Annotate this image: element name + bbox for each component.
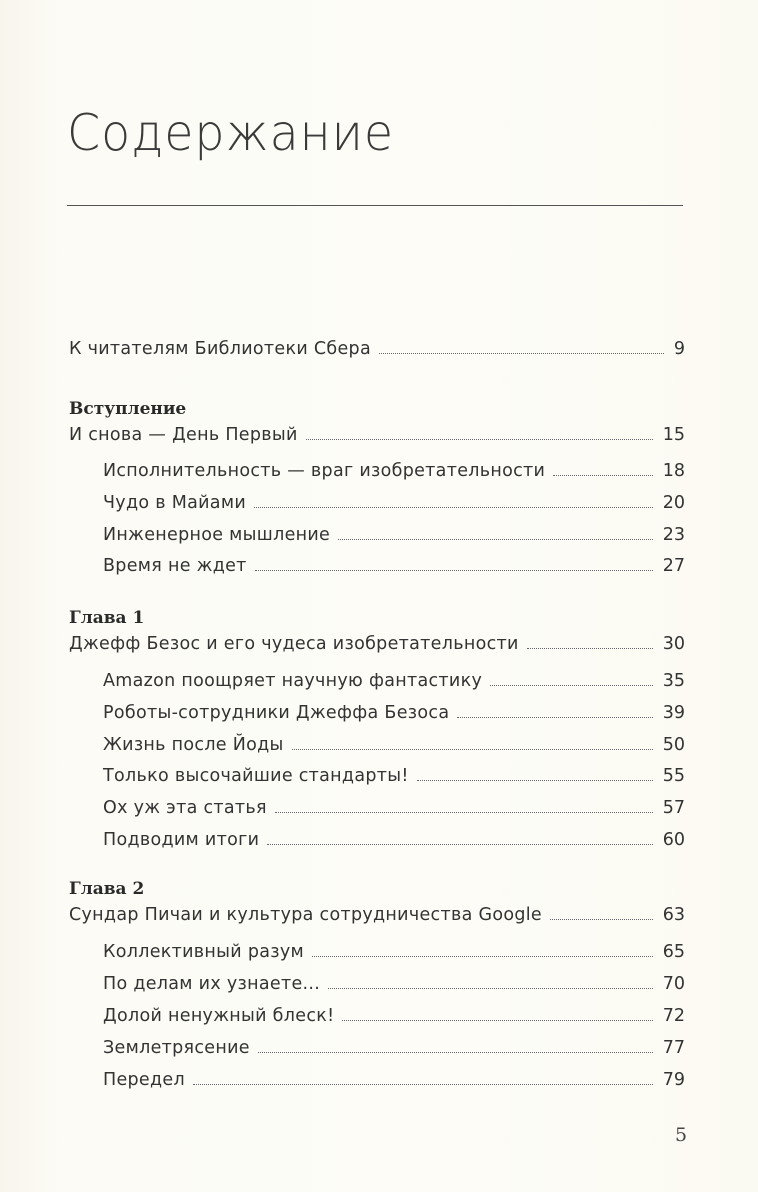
toc-entry-label: Роботы-сотрудники Джеффа Безоса: [103, 703, 450, 723]
dot-leader: [328, 987, 653, 989]
dot-leader: [267, 843, 652, 845]
toc-entry-chapter-2-main[interactable]: [69, 907, 685, 925]
toc-page-number: 20: [662, 493, 685, 513]
section-heading-intro: Вступление: [69, 399, 187, 419]
dot-leader: [338, 538, 653, 540]
toc-page-number: 50: [662, 735, 685, 755]
toc-subentry[interactable]: [103, 832, 685, 850]
toc-page-number: 57: [662, 798, 685, 818]
toc-entry-label: Amazon поощряет научную фантастику: [103, 671, 483, 691]
toc-subentry[interactable]: [103, 527, 685, 545]
toc-page-number: 15: [662, 425, 685, 445]
toc-page-number: 39: [662, 703, 685, 723]
toc-page-number: 23: [662, 525, 685, 545]
dot-leader: [275, 811, 653, 813]
dot-leader: [292, 748, 653, 750]
toc-page-number: 72: [662, 1006, 685, 1026]
toc-entry-label: По делам их узнаете...: [103, 974, 321, 994]
toc-subentry[interactable]: [103, 976, 685, 994]
toc-entry-label: Инженерное мышление: [103, 525, 331, 545]
toc-subentry[interactable]: [103, 1072, 685, 1090]
toc-entry-label: И снова — День Первый: [69, 425, 298, 445]
toc-subentry[interactable]: [103, 944, 685, 962]
toc-entry-label: Жизнь после Йоды: [103, 735, 284, 755]
dot-leader: [553, 474, 653, 476]
dot-leader: [379, 352, 664, 354]
dot-leader: [550, 918, 653, 920]
toc-subentry[interactable]: [103, 1040, 685, 1058]
toc-entry-intro-main[interactable]: [69, 427, 685, 445]
toc-subentry[interactable]: [103, 673, 685, 691]
toc-subentry[interactable]: [103, 768, 685, 786]
dot-leader: [312, 955, 653, 957]
toc-page-number: 55: [662, 766, 685, 786]
toc-entry-chapter-1-main[interactable]: [69, 636, 685, 654]
toc-subentry[interactable]: [103, 463, 685, 481]
toc-subentry[interactable]: [103, 495, 685, 513]
toc-entry-label: Сундар Пичаи и культура сотрудничества Google: [69, 905, 542, 925]
toc-page-number: 35: [662, 671, 685, 691]
toc-subentry[interactable]: [103, 1008, 685, 1026]
toc-entry-label: Чудо в Майами: [103, 493, 246, 513]
toc-page-number: 30: [662, 634, 685, 654]
dot-leader: [306, 438, 653, 440]
page-number: 5: [675, 1124, 688, 1146]
toc-page-number: 70: [662, 974, 685, 994]
dot-leader: [255, 569, 653, 571]
toc-entry-label: Исполнительность — враг изобретательности: [103, 461, 546, 481]
toc-page-number: 77: [662, 1038, 685, 1058]
section-heading-chapter-2: Глава 2: [69, 879, 145, 899]
page-title: Содержание: [67, 104, 395, 162]
toc-entry-label: Время не ждет: [103, 556, 247, 576]
dot-leader: [527, 647, 653, 649]
toc-page-number: 79: [662, 1070, 685, 1090]
toc-subentry[interactable]: [103, 800, 685, 818]
toc-entry-preface[interactable]: [69, 341, 685, 359]
toc-entry-label: Долой ненужный блеск!: [103, 1006, 335, 1026]
dot-leader: [193, 1083, 653, 1085]
section-heading-chapter-1: Глава 1: [69, 608, 145, 628]
toc-page-number: 9: [673, 339, 685, 359]
toc-page-number: 27: [662, 556, 685, 576]
toc-subentry[interactable]: [103, 737, 685, 755]
toc-entry-label: Подводим итоги: [103, 830, 260, 850]
dot-leader: [457, 716, 652, 718]
dot-leader: [254, 506, 653, 508]
toc-entry-label: Землетрясение: [103, 1038, 250, 1058]
dot-leader: [342, 1019, 652, 1021]
dot-leader: [490, 684, 653, 686]
toc-entry-label: Ох уж эта статья: [103, 798, 267, 818]
dot-leader: [258, 1051, 653, 1053]
toc-subentry[interactable]: [103, 558, 685, 576]
toc-entry-label: К читателям Библиотеки Сбера: [69, 339, 371, 359]
dot-leader: [417, 779, 653, 781]
toc-entry-label: Джефф Безос и его чудеса изобретательности: [69, 634, 519, 654]
toc-page-number: 60: [662, 830, 685, 850]
toc-entry-label: Коллективный разум: [103, 942, 305, 962]
toc-subentry[interactable]: [103, 705, 685, 723]
toc-entry-label: Передел: [103, 1070, 185, 1090]
toc-page-number: 65: [662, 942, 685, 962]
toc-page-number: 63: [662, 905, 685, 925]
title-divider: [67, 205, 683, 206]
toc-entry-label: Только высочайшие стандарты!: [103, 766, 409, 786]
toc-page-number: 18: [662, 461, 685, 481]
